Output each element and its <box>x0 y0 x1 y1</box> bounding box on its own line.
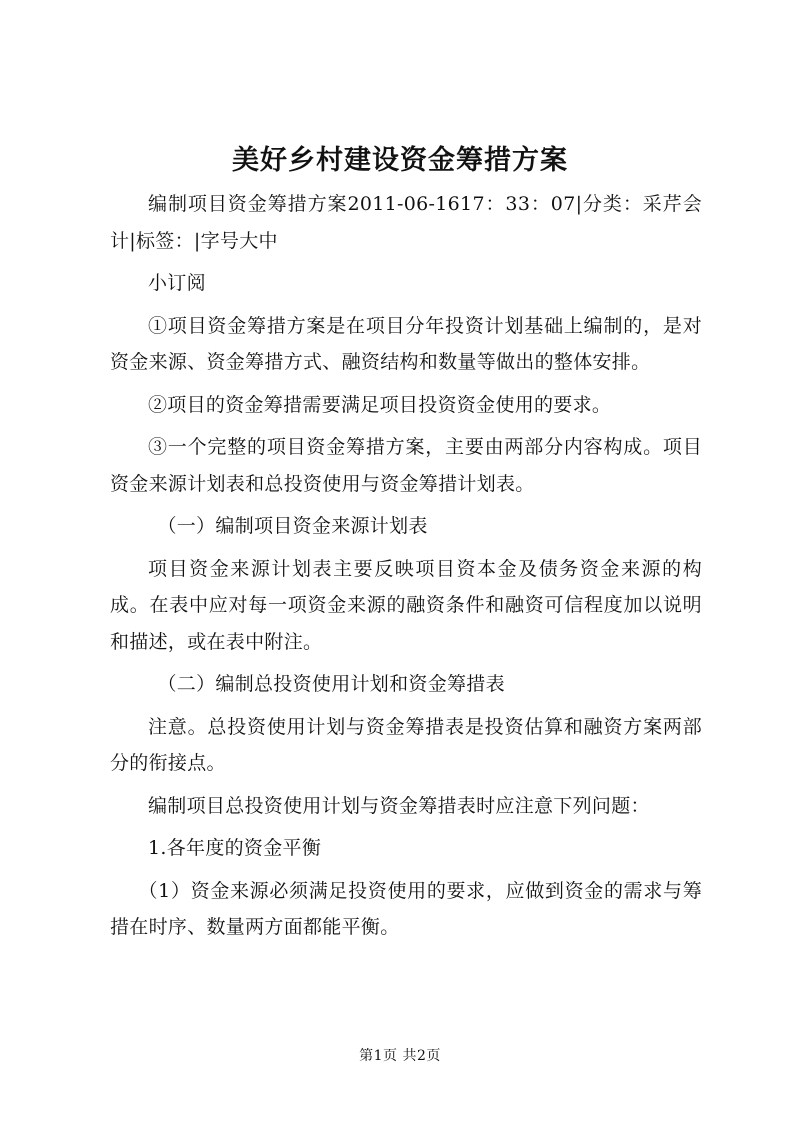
page-title: 美好乡村建设资金筹措方案 <box>232 145 568 176</box>
paragraph-issues-intro: 编制项目总投资使用计划与资金筹措表时应注意下列问题： <box>148 794 650 817</box>
list-item-funding-requirement: （1）资金来源必须满足投资使用的要求，应做到资金的需求与筹措在时序、数量两方面都能平衡。 <box>110 879 702 938</box>
document-body <box>110 186 702 952</box>
page-number-footer: 第1页 共2页 <box>359 1048 441 1064</box>
paragraph-meta: 编制项目资金筹措方案2011-06-1617：33：07|分类：采芹会计|标签：|字号大中 <box>110 193 702 252</box>
list-item-annual-balance: 1.各年度的资金平衡 <box>148 837 322 859</box>
paragraph-subscribe: 小订阅 <box>148 272 206 294</box>
paragraph-section-1: 项目资金来源计划表主要反映项目资本金及债务资金来源的构成。在表中应对每一项资金来源的融资条件和融资可信程度加以说明和描述，或在表中附注。 <box>110 557 702 653</box>
section-heading-2: （二）编制总投资使用计划和资金筹措表 <box>157 673 505 695</box>
paragraph-point-1: ①项目资金筹措方案是在项目分年投资计划基础上编制的，是对资金来源、资金筹措方式、融资结构和数量等做出的整体安排。 <box>110 314 702 373</box>
paragraph-point-2: ②项目的资金筹措需要满足项目投资资金使用的要求。 <box>148 393 612 416</box>
paragraph-point-3: ③一个完整的项目资金筹措方案，主要由两部分内容构成。项目资金来源计划表和总投资使用与资金筹措计划表。 <box>110 436 702 495</box>
paragraph-note: 注意。总投资使用计划与资金筹措表是投资估算和融资方案两部分的衔接点。 <box>110 715 702 774</box>
section-heading-1: （一）编制项目资金来源计划表 <box>157 515 428 537</box>
